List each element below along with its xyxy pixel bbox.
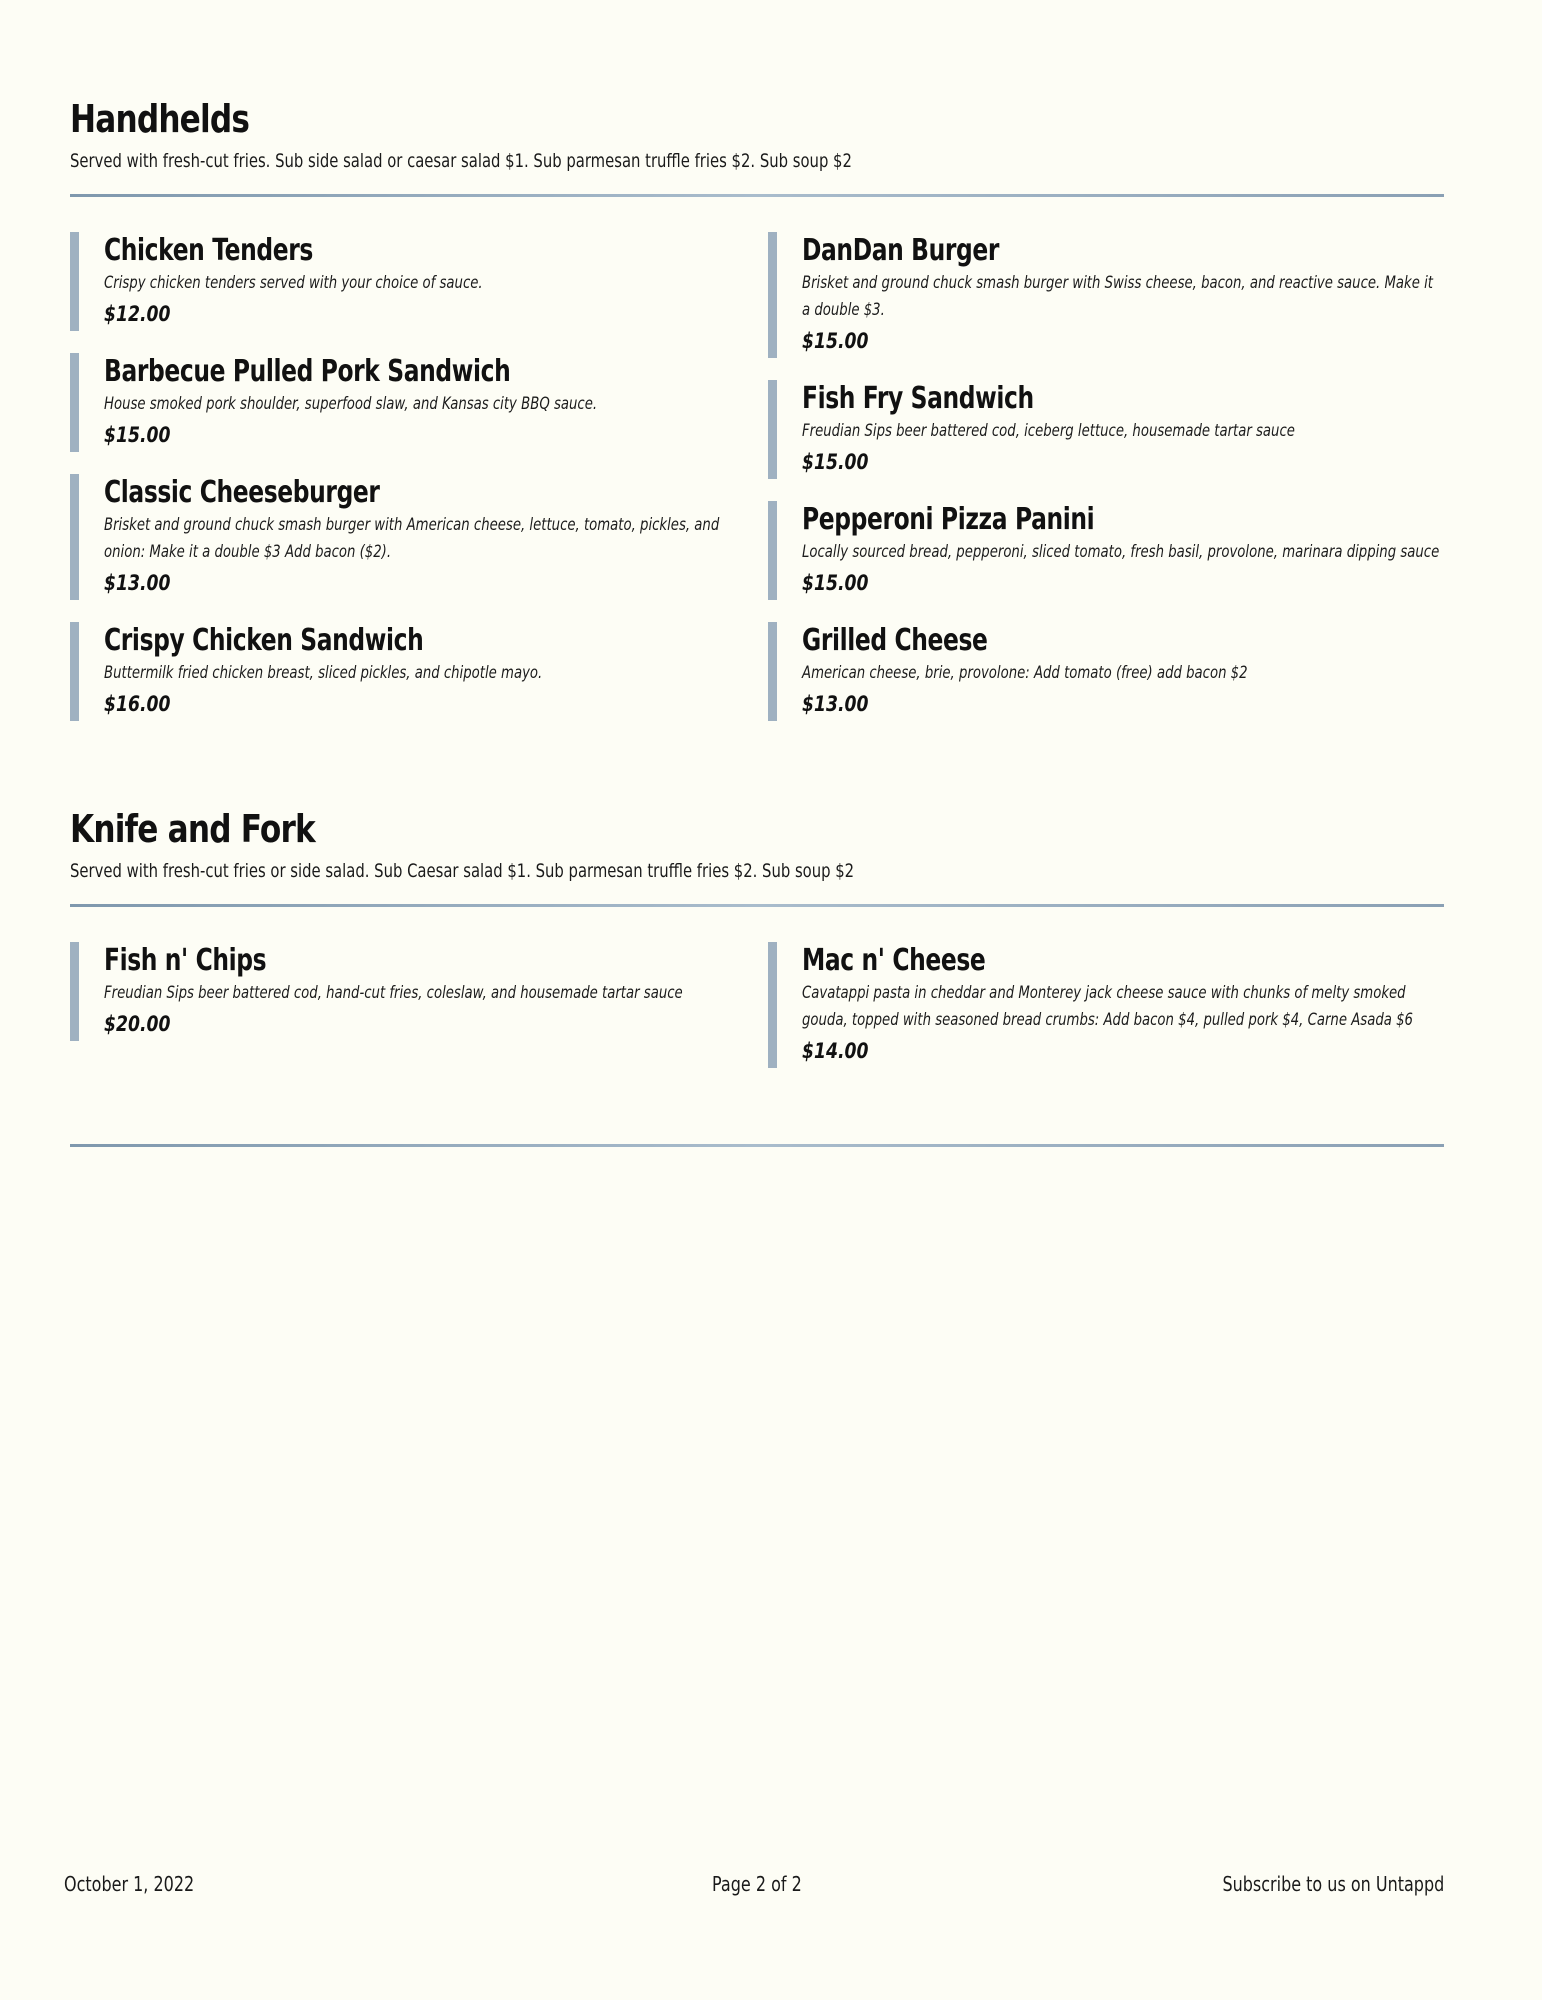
item-name: Grilled Cheese (802, 623, 988, 658)
item-price: $13.00 (802, 692, 869, 716)
menu-item (768, 501, 1444, 600)
item-price: $15.00 (104, 423, 171, 447)
item-price: $15.00 (802, 329, 869, 353)
menu-item (70, 353, 730, 452)
item-price: $14.00 (802, 1039, 869, 1063)
section-subtitle: Served with fresh-cut fries. Sub side salad or caesar salad $1. Sub parmesan truffle fries $2. Sub soup $2 (70, 150, 852, 172)
item-description: Crispy chicken tenders served with your choice of sauce. (104, 273, 483, 293)
item-name: DanDan Burger (802, 233, 1000, 268)
item-name: Fish Fry Sandwich (802, 381, 1034, 416)
item-description: American cheese, brie, provolone: Add tomato (free) add bacon $2 (802, 663, 1248, 683)
right-column (768, 232, 1444, 743)
menu-item (768, 622, 1444, 721)
menu-item (70, 622, 730, 721)
item-description: Brisket and ground chuck smash burger with Swiss cheese, bacon, and reactive sauce. Make it a double $3. (802, 273, 1433, 320)
item-price: $15.00 (802, 571, 869, 595)
left-column (70, 232, 730, 743)
knife-and-fork-section (70, 806, 1444, 1063)
item-name: Fish n' Chips (104, 943, 267, 978)
menu-item (768, 942, 1444, 1068)
menu-item (70, 942, 730, 1041)
section-divider (70, 194, 1444, 197)
handhelds-section (70, 96, 1444, 716)
item-description: Locally sourced bread, pepperoni, sliced tomato, fresh basil, provolone, marinara dipping sauce (802, 542, 1440, 562)
footer-page-number: Page 2 of 2 (712, 1872, 802, 1896)
footer-date: October 1, 2022 (64, 1872, 195, 1896)
item-price: $15.00 (802, 450, 869, 474)
item-price: $12.00 (104, 302, 171, 326)
left-column (70, 942, 730, 1063)
item-name: Classic Cheeseburger (104, 475, 380, 510)
right-column (768, 942, 1444, 1090)
item-description: House smoked pork shoulder, superfood slaw, and Kansas city BBQ sauce. (104, 394, 598, 414)
bottom-divider (70, 1144, 1444, 1147)
menu-item (768, 232, 1444, 358)
menu-item (768, 380, 1444, 479)
item-description: Cavatappi pasta in cheddar and Monterey jack cheese sauce with chunks of melty smoked gouda, topped with seasoned bread crumbs: Add bacon $4, pulled pork $4, Carne Asada $6 (802, 983, 1413, 1030)
item-name: Barbecue Pulled Pork Sandwich (104, 354, 511, 389)
item-description: Buttermilk fried chicken breast, sliced pickles, and chipotle mayo. (104, 663, 543, 683)
section-divider (70, 904, 1444, 907)
item-name: Mac n' Cheese (802, 943, 986, 978)
item-name: Crispy Chicken Sandwich (104, 623, 424, 658)
item-name: Pepperoni Pizza Panini (802, 502, 1095, 537)
menu-item (70, 232, 730, 331)
item-price: $13.00 (104, 571, 171, 595)
item-name: Chicken Tenders (104, 233, 313, 268)
footer-untappd-link[interactable]: Subscribe to us on Untappd (1222, 1872, 1444, 1896)
item-price: $20.00 (104, 1012, 171, 1036)
section-title: Handhelds (70, 97, 250, 141)
item-description: Freudian Sips beer battered cod, iceberg lettuce, housemade tartar sauce (802, 421, 1295, 441)
item-description: Freudian Sips beer battered cod, hand-cut fries, coleslaw, and housemade tartar sauce (104, 983, 683, 1003)
item-description: Brisket and ground chuck smash burger with American cheese, lettuce, tomato, pickles, and onion: Make it a double $3 Add bacon ($2). (104, 515, 720, 562)
item-price: $16.00 (104, 692, 171, 716)
menu-item (70, 474, 730, 600)
section-subtitle: Served with fresh-cut fries or side salad. Sub Caesar salad $1. Sub parmesan truffle fries $2. Sub soup $2 (70, 860, 855, 882)
section-title: Knife and Fork (70, 807, 315, 851)
